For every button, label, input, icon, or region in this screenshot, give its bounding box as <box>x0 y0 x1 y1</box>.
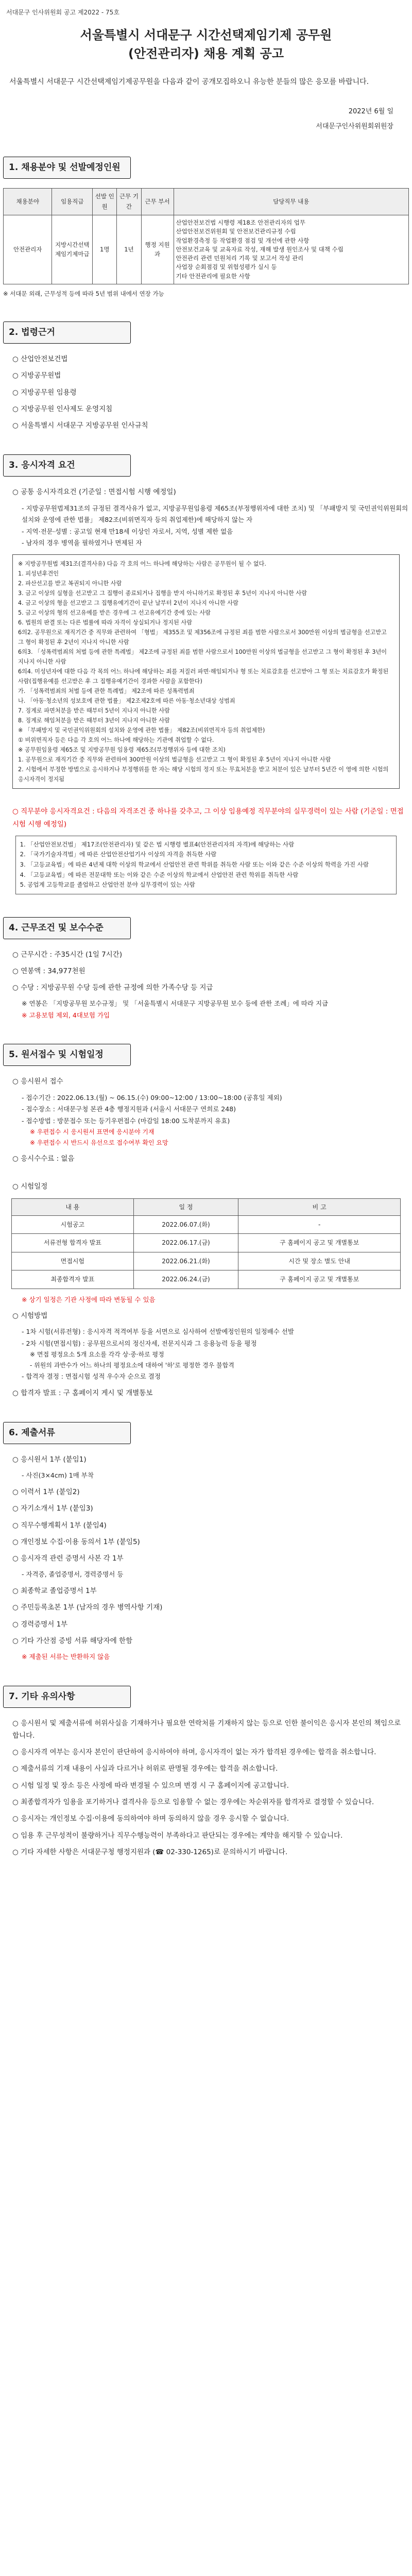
table-row <box>11 1234 400 1252</box>
table-row <box>11 1270 400 1289</box>
method-3: ※ 면접 평정요소 5개 요소를 각각 상·중·하로 평정 <box>30 1351 164 1359</box>
cell-count: 1명 <box>93 215 117 284</box>
doc-item: ○ 주민등록초본 1부 (남자의 경우 병역사항 기재) <box>12 1603 163 1612</box>
announcement: ○ 합격자 발표 : 구 홈페이지 게시 및 개별통보 <box>12 1388 153 1397</box>
cell-dept: 행정 지원과 <box>141 215 174 284</box>
section-3-heading: 3. 응시자격 요건 <box>3 454 131 477</box>
title-line-2: (안전관리자) 채용 계획 공고 <box>128 46 284 61</box>
duty-item: 산업안전보건위원회 및 안전보건관리규정 수립 <box>176 228 296 235</box>
table-cell: 구 홈페이지 공고 및 개별통보 <box>238 1234 401 1252</box>
notice-number: 서대문구 인사위원회 공고 제2022 - 75호 <box>6 9 119 16</box>
duty-item: 작업환경측정 등 작업환경 점검 및 개선에 관한 사항 <box>176 236 310 244</box>
section-7-heading: 7. 기타 유의사항 <box>3 1686 131 1708</box>
law-item: ○ 지방공무원 임용령 <box>12 388 77 397</box>
table-header: 담당직무 내용 <box>174 189 408 215</box>
job-req-title: ○ 직무분야 응시자격요건 : 다음의 자격조건 중 하나를 갖추고, 그 이상 임용예정 직무분야의 실무경력이 있는 사람 (기준일 : 면접시험 시행 예정일) <box>12 807 404 828</box>
box-line: 8. 징계로 해임처분을 받은 때부터 3년이 지나지 아니한 사람 <box>18 717 170 724</box>
method-2: - 2차 시험(면접시험) : 공무원으로서의 정신자세, 전문지식과 그 응용능력 등을 평정 <box>22 1339 257 1347</box>
table-header: 채용분야 <box>4 189 52 215</box>
box-line: 1. 공무원으로 재직기간 중 직무와 관련하여 300만원 이상의 벌금형을 선고받고 그 형이 확정된 후 5년이 지나지 아니한 사람 <box>18 756 331 764</box>
doc-item: ○ 자기소개서 1부 (붙임3) <box>12 1504 93 1513</box>
application-method: - 접수방법 : 방문접수 또는 등기우편접수 (마감일 18:00 도착분까지 유효) <box>22 1116 230 1125</box>
notice-item: ○ 응시자격 여부는 응시자 본인이 판단하여 응시하여야 하며, 응시자격이 없는 자가 합격된 경우에는 합격을 취소합니다. <box>12 1748 376 1757</box>
schedule-table <box>11 1198 401 1289</box>
table-cell: 2022.06.07.(화) <box>133 1216 238 1234</box>
box-line: 2. 파산선고를 받고 복권되지 아니한 사람 <box>18 580 122 587</box>
duty-item: 안전보건교육 및 교육자료 작성, 재해 발생 원인조사 및 대책 수립 <box>176 245 344 253</box>
table-cell: 면접시험 <box>11 1252 133 1270</box>
method-4: - 위원의 과반수가 어느 하나의 평정요소에 대하여 '하'로 평정한 경우 불합격 <box>30 1362 234 1369</box>
duty-item: 안전관리 관련 민원처리 기록 및 보고서 작성 관리 <box>176 255 304 262</box>
section-2-heading: 2. 법령근거 <box>3 321 131 344</box>
table-cell: 서류전형 합격자 발표 <box>11 1234 133 1252</box>
doc-item: ○ 이력서 1부 (붙임2) <box>12 1487 80 1496</box>
notice-item: ○ 최종합격자가 임용을 포기하거나 결격사유 등으로 임용할 수 없는 경우에는 차순위자를 합격자로 결정할 수 있습니다. <box>12 1798 374 1806</box>
table-row <box>11 1216 400 1234</box>
table-header: 일 정 <box>133 1198 238 1215</box>
box-line: 6의2. 공무원으로 재직기간 중 직무와 관련하여 「형법」 제355조 및 제356조에 규정된 죄를 범한 사람으로서 300만원 이상의 벌금형을 선고받고 그 형이 확정된 후 2년이 지나지 아니한 사람 <box>18 629 387 646</box>
date-block <box>19 105 393 134</box>
table-header: 임용직급 <box>52 189 93 215</box>
title-block <box>72 26 340 63</box>
duty-item: 산업안전보건법 시행령 제18조 안전관리자의 업무 <box>176 219 305 227</box>
qual-item: 2. 「국가기술자격법」에 따른 산업안전산업기사 이상의 자격을 취득한 사람 <box>20 851 217 858</box>
salary: ○ 연봉액 : 34,977천원 <box>12 967 85 975</box>
section-1-heading: 1. 채용분야 및 선발예정인원 <box>3 157 131 179</box>
qualification-table <box>15 836 397 894</box>
box-line: 6의4. 미성년자에 대한 다음 각 목의 어느 하나에 해당하는 죄를 저질러 파면·해임되거나 형 또는 치료감호를 선고받아 그 형 또는 치료감호가 확정된 사람(집행유예를 선고받은 후 그 집행유예기간이 경과한 사람을 포함한다) <box>18 668 389 685</box>
box-line: 5. 금고 이상의 형의 선고유예를 받은 경우에 그 선고유예기간 중에 있는 사람 <box>18 609 211 616</box>
table-cell: 시험공고 <box>11 1216 133 1234</box>
common-req-title: ○ 공통 응시자격요건 (기준일 : 면접시험 시행 예정일) <box>12 488 176 497</box>
title-line-1: 서울특별시 서대문구 시간선택제임기제 공무원 <box>80 28 332 43</box>
box-line: ※ 지방공무원법 제31조(결격사유) 다음 각 호의 어느 하나에 해당하는 사람은 공무원이 될 수 없다. <box>18 560 266 567</box>
method-title: ○ 시험방법 <box>12 1312 48 1320</box>
notice-document <box>3 3 409 1883</box>
qual-item: 1. 「산업안전보건법」 제17조(안전관리자) 및 같은 법 시행령 별표4(안전관리자의 자격)에 해당하는 사람 <box>20 840 295 848</box>
application-title: ○ 응시원서 접수 <box>12 1077 63 1086</box>
application-note-1: ※ 우편접수 시 응시원서 표면에 응시분야 기재 <box>30 1128 154 1136</box>
doc-sub: - 자격증, 졸업증명서, 경력증명서 등 <box>22 1570 124 1579</box>
cell-field: 안전관리자 <box>4 215 52 284</box>
method-5: - 합격자 결정 : 면접시험 성적 우수자 순으로 결정 <box>22 1372 161 1381</box>
doc-item: ○ 응시자격 관련 증명서 사본 각 1부 <box>12 1554 124 1563</box>
table-row <box>11 1252 400 1270</box>
table-row <box>4 215 409 284</box>
schedule-title: ○ 시험일정 <box>12 1182 48 1191</box>
section-4-heading: 4. 근무조건 및 보수수준 <box>3 917 131 939</box>
doc-item: ○ 응시원서 1부 (붙임1) <box>12 1455 87 1464</box>
issuer: 서대문구인사위원회위원장 <box>316 122 393 130</box>
table-cell: 최종합격자 발표 <box>11 1270 133 1289</box>
notice-item: ○ 제출서류의 기재 내용이 사실과 다르거나 허위로 판명될 경우에는 합격을 취소합니다. <box>12 1765 278 1773</box>
application-place: - 접수장소 : 서대문구청 본관 4층 행정지원과 (서울시 서대문구 연희로 248) <box>22 1105 236 1113</box>
box-line: 1. 피성년후견인 <box>18 570 59 577</box>
fee: ○ 응시수수료 : 없음 <box>12 1155 75 1163</box>
table-note: ※ 서대문 외래, 근무성적 등에 따라 5년 범위 내에서 연장 가능 <box>3 290 164 297</box>
table-cell: 2022.06.21.(화) <box>133 1252 238 1270</box>
doc-item: ○ 최종학교 졸업증명서 1부 <box>12 1586 97 1595</box>
box-line: ※ 「부패방지 및 국민권익위원회의 설치와 운영에 관한 법률」 제82조(비위면직자 등의 취업제한) <box>18 727 265 734</box>
intro-paragraph: 서울특별시 서대문구 시간선택제임기제공무원을 다음과 같이 공개모집하오니 유능한 분들의 많은 응모를 바랍니다. <box>9 78 369 87</box>
doc-item: ○ 직무수행계획서 1부 (붙임4) <box>12 1521 107 1530</box>
doc-item: ○ 개인정보 수집·이용 동의서 1부 (붙임5) <box>12 1537 140 1546</box>
disqualification-box <box>12 554 400 789</box>
common-req-3: - 남자의 경우 병역을 필하였거나 면제된 자 <box>22 539 142 547</box>
box-line: 3. 금고 이상의 실형을 선고받고 그 집행이 종료되거나 집행을 받지 아니하기로 확정된 후 5년이 지나지 아니한 사람 <box>18 589 307 597</box>
table-header: 비 고 <box>238 1198 401 1215</box>
law-item: ○ 지방공무원법 <box>12 371 61 380</box>
duty-item: 기타 안전관리에 필요한 사항 <box>176 272 250 280</box>
table-cell: 2022.06.24.(금) <box>133 1270 238 1289</box>
common-req-1: - 지방공무원법제31조의 규정된 결격사유가 없고, 지방공무원임용령 제65조(부정행위자에 대한 조치) 및 「부패방지 및 국민권익위원회의 설치와 운영에 관한 법률」 제82조(비위면직자 등의 취업제한)에 해당하지 않는 자 <box>22 504 408 524</box>
box-line: 가. 「성폭력범죄의 처벌 등에 관한 특례법」 제2조에 따른 성폭력범죄 <box>18 688 195 694</box>
doc-item: ○ 기타 가산점 증빙 서류 해당자에 한함 <box>12 1636 133 1645</box>
box-line: 6. 법원의 판결 또는 다른 법률에 따라 자격이 상실되거나 정지된 사람 <box>18 619 193 626</box>
table-cell: 2022.06.17.(금) <box>133 1234 238 1252</box>
table-header: 근무 기간 <box>117 189 141 215</box>
salary-note: ※ 연봉은 「지방공무원 보수규정」 및 「서울특별시 서대문구 지방공무원 보수 등에 관한 조례」에 따라 지급 <box>22 999 329 1008</box>
doc-note: ※ 제출된 서류는 반환하지 않음 <box>22 1653 110 1661</box>
table-header: 선발 인원 <box>93 189 117 215</box>
box-line: 7. 징계로 파면처분을 받은 때부터 5년이 지나지 아니한 사람 <box>18 707 170 715</box>
cell-duties <box>174 215 408 284</box>
table-header: 내 용 <box>11 1198 133 1215</box>
method-1: - 1차 시험(서류전형) : 응시자격 적격여부 등을 서면으로 심사하여 선발예정인원의 일정배수 선발 <box>22 1328 294 1336</box>
box-line: ※ 공무원임용령 제65조 및 지방공무원 임용령 제65조(부정행위자 등에 대한 조치) <box>18 747 226 754</box>
table-header: 근무 부서 <box>141 189 174 215</box>
qual-list <box>15 836 397 894</box>
recruitment-table <box>3 188 409 284</box>
qual-item: 4. 「고등교육법」에 따른 전문대학 또는 이와 같은 수준 이상의 학교에서 산업안전 관련 학위를 취득한 사람 <box>20 871 299 878</box>
schedule-note: ※ 상기 일정은 기관 사정에 따라 변동될 수 있음 <box>22 1295 156 1303</box>
allowance: ○ 수당 : 지방공무원 수당 등에 관한 규정에 의한 가족수당 등 지급 <box>12 984 213 992</box>
common-req-2: - 지역·전문·성별 : 공고일 현재 만18세 이상인 자로서, 지역, 성별 제한 없음 <box>22 527 233 535</box>
cell-period: 1년 <box>117 215 141 284</box>
cell-grade: 지방시간선택제임기제마급 <box>52 215 93 284</box>
application-period: - 접수기간 : 2022.06.13.(월) ~ 06.15.(수) 09:00~12:00 / 13:00~18:00 (공휴일 제외) <box>22 1093 282 1101</box>
doc-item: ○ 경력증명서 1부 <box>12 1620 68 1629</box>
application-note-2: ※ 우편접수 시 반드시 유선으로 접수여부 확인 요망 <box>30 1139 168 1147</box>
table-cell: - <box>238 1216 401 1234</box>
law-item: ○ 산업안전보건법 <box>12 354 68 363</box>
box-line: 나. 「아동·청소년의 성보호에 관한 법률」 제2조제2호에 따른 아동·청소년대상 성범죄 <box>18 698 235 705</box>
section-5-heading: 5. 원서접수 및 시험일정 <box>3 1044 131 1066</box>
box-line: 6의3. 「성폭력범죄의 처벌 등에 관한 특례법」 제2조에 규정된 죄를 범한 사람으로서 100만원 이상의 벌금형을 선고받고 그 형이 확정된 후 3년이 지나지 아니한 사람 <box>18 648 387 665</box>
qual-item: 5. 공업계 고등학교를 졸업하고 산업안전 분야 실무경력이 있는 사람 <box>20 881 195 889</box>
work-hours: ○ 근무시간 : 주35시간 (1일 7시간) <box>12 950 123 959</box>
notice-item: ○ 임용 후 근무성적이 불량하거나 직무수행능력이 부족하다고 판단되는 경우에는 계약을 해지할 수 있습니다. <box>12 1831 343 1840</box>
notice-item: ○ 기타 자세한 사항은 서대문구청 행정지원과 (☎ 02-330-1265)로 문의하시기 바랍니다. <box>12 1848 288 1856</box>
section-6-heading: 6. 제출서류 <box>3 1422 131 1444</box>
law-item: ○ 서울특별시 서대문구 지방공무원 인사규칙 <box>12 421 148 430</box>
table-cell: 구 홈페이지 공고 및 개별통보 <box>238 1270 401 1289</box>
doc-sub: - 사진(3×4cm) 1매 부착 <box>22 1471 94 1480</box>
law-item: ○ 지방공무원 인사제도 운영지침 <box>12 404 113 413</box>
box-line: 4. 금고 이상의 형을 선고받고 그 집행유예기간이 끝난 날부터 2년이 지나지 아니한 사람 <box>18 599 238 606</box>
duty-item: 사업장 순회점검 및 위험성평가 실시 등 <box>176 263 277 271</box>
notice-item: ○ 응시자는 개인정보 수집·이용에 동의하여야 하며 동의하지 않을 경우 응시할 수 없습니다. <box>12 1815 289 1823</box>
notice-item: ○ 응시원서 및 제출서류에 허위사실을 기재하거나 필요한 연락처를 기재하지 않는 등으로 인한 불이익은 응시자 본인의 책임으로 합니다. <box>12 1719 401 1740</box>
insurance-note: ※ 고용보험 제외, 4대보험 가입 <box>22 1011 110 1019</box>
notice-date: 2022년 6월 일 <box>348 107 393 115</box>
box-line: ① 비위면직자 등은 다음 각 호의 어느 하나에 해당하는 기관에 취업할 수 없다. <box>18 737 214 744</box>
box-line: 2. 시험에서 부정한 방법으로 응시하거나 부정행위를 한 자는 해당 시험의 정지 또는 무효처분을 받고 처분이 있은 날부터 5년간 이 영에 의한 시험의 응시자격이 정지됨 <box>18 766 389 783</box>
table-cell: 시간 및 장소 별도 안내 <box>238 1252 401 1270</box>
notice-item: ○ 시험 일정 및 장소 등은 사정에 따라 변경될 수 있으며 변경 시 구 홈페이지에 공고합니다. <box>12 1781 289 1790</box>
qual-item: 3. 「고등교육법」에 따른 4년제 대학 이상의 학교에서 산업안전 관련 학위를 취득한 사람 또는 이와 같은 수준 이상의 학력을 가진 사람 <box>20 861 369 868</box>
